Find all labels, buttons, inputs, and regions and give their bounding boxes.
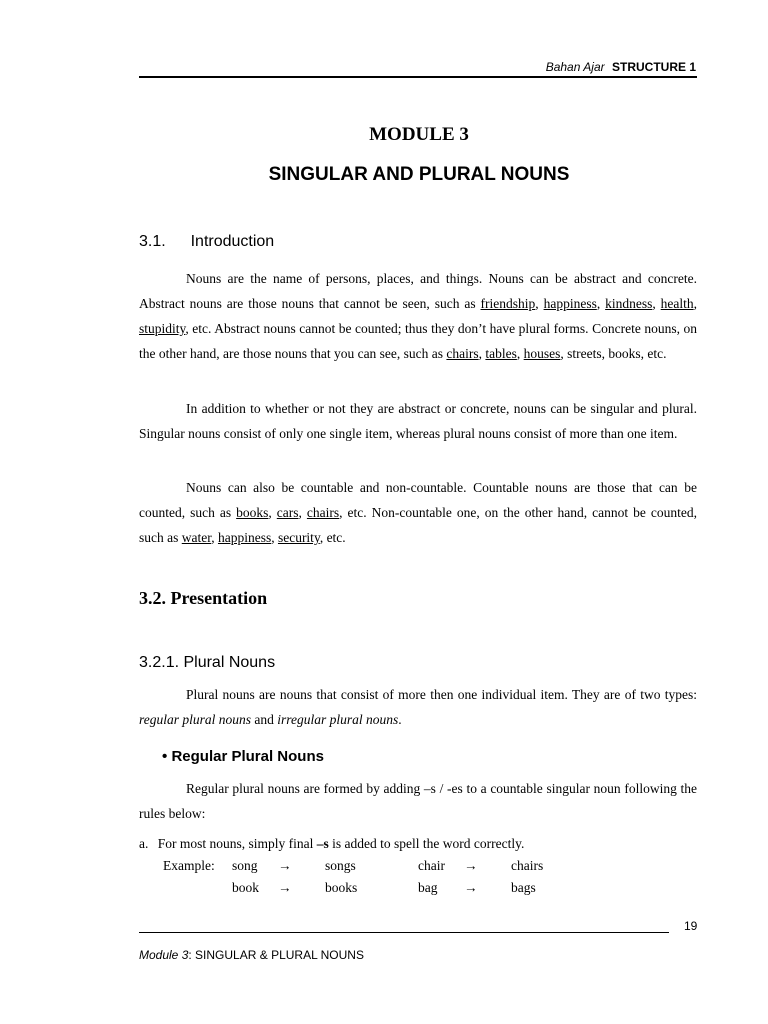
text-run: , [652, 296, 661, 311]
bullet-heading-text: Regular Plural Nouns [171, 748, 324, 765]
page-title: SINGULAR AND PLURAL NOUNS [268, 164, 570, 185]
example-noun: happiness [543, 296, 597, 311]
example-noun: health [660, 296, 694, 311]
example-noun: security [277, 530, 320, 545]
example-noun: chairs [306, 505, 340, 520]
text-run: , [271, 530, 278, 545]
arrow-icon: → [464, 880, 478, 895]
example-noun: stupidity [139, 321, 186, 336]
text-run: , [693, 296, 698, 311]
header-title: STRUCTURE 1 [611, 60, 696, 74]
example-noun: books [236, 505, 269, 520]
arrow-icon: → [278, 880, 292, 895]
text-run: and [251, 712, 278, 727]
paragraph-plural-intro [139, 682, 697, 732]
section-title: Introduction [190, 233, 275, 250]
text-run: , [268, 505, 277, 520]
bullet-heading-regular-plural [162, 748, 324, 765]
bold-suffix: –s [316, 836, 329, 851]
rule-marker: a. [139, 836, 149, 851]
text-run: , [298, 505, 307, 520]
example-singular: chair [418, 858, 445, 873]
text-run: , streets, books, etc. [560, 346, 667, 361]
example-noun: water [181, 530, 212, 545]
paragraph-intro-3 [139, 475, 697, 550]
paragraph-intro-1 [139, 266, 697, 366]
arrow-icon: → [278, 858, 292, 873]
footer-title: : SINGULAR & PLURAL NOUNS [188, 948, 364, 962]
text-run: Nouns are the name of persons, places, and things. Nouns can be abstract and concrete. Abstract nouns are those nouns that cannot be seen, such as [139, 271, 697, 311]
example-noun: happiness [217, 530, 272, 545]
example-noun: houses [523, 346, 561, 361]
header-lead: Bahan Ajar [545, 60, 605, 74]
example-label: Example: [163, 858, 215, 873]
example-noun: friendship [480, 296, 536, 311]
rule-item-a [139, 835, 697, 853]
text-run: , [535, 296, 544, 311]
bullet-icon: • [162, 748, 168, 765]
text-run: , etc. Non-countable one, on the other hand, cannot be counted, such as [139, 505, 698, 545]
footer-rule [139, 932, 669, 933]
example-singular: bag [418, 880, 438, 895]
text-run: For most nouns, simply final [157, 836, 317, 851]
section-heading-plural-nouns: 3.2.1. Plural Nouns [139, 654, 276, 671]
running-footer [139, 948, 364, 962]
footer-module: Module 3 [139, 948, 189, 962]
text-run: , etc. [319, 530, 346, 545]
paragraph-intro-2: In addition to whether or not they are abstract or concrete, nouns can be singular and plural. Singular nouns consist of only one single item, whereas plural nouns consist of more than one item. [139, 401, 697, 441]
section-number: 3.1. [139, 233, 166, 250]
text-run: , [478, 346, 486, 361]
text-run: Plural nouns are nouns that consist of more then one individual item. They are of two types: [186, 687, 697, 702]
module-label: MODULE 3 [369, 124, 469, 145]
example-plural: bags [511, 880, 536, 895]
text-run: . [398, 712, 402, 727]
running-header [546, 60, 696, 74]
example-plural: books [325, 880, 358, 895]
page-number: 19 [684, 919, 698, 933]
text-run: , etc. Abstract nouns cannot be counted; thus they don’t have plural forms. Concrete nouns, on the other hand, are those nouns that you can see, such as [139, 321, 697, 361]
header-rule [139, 76, 697, 78]
text-run: , [516, 346, 524, 361]
text-run: , [596, 296, 606, 311]
example-singular: book [232, 880, 259, 895]
example-noun: kindness [605, 296, 653, 311]
paragraph-regular-plural: Regular plural nouns are formed by adding –s / -es to a countable singular noun following the rules below: [139, 781, 697, 821]
italic-term: regular plural nouns [139, 712, 252, 727]
arrow-icon: → [464, 858, 478, 873]
text-run: is added to spell the word correctly. [328, 836, 525, 851]
section-heading-presentation: 3.2. Presentation [139, 588, 268, 608]
section-heading-introduction [139, 233, 274, 251]
example-noun: tables [485, 346, 517, 361]
text-run: Nouns can also be countable and non-countable. Countable nouns are those that can be counted, such as [139, 480, 697, 520]
example-noun: chairs [446, 346, 479, 361]
text-run: , [211, 530, 218, 545]
example-plural: chairs [511, 858, 544, 873]
example-singular: song [232, 858, 258, 873]
example-plural: songs [325, 858, 356, 873]
italic-term: irregular plural nouns [277, 712, 399, 727]
example-noun: cars [276, 505, 299, 520]
